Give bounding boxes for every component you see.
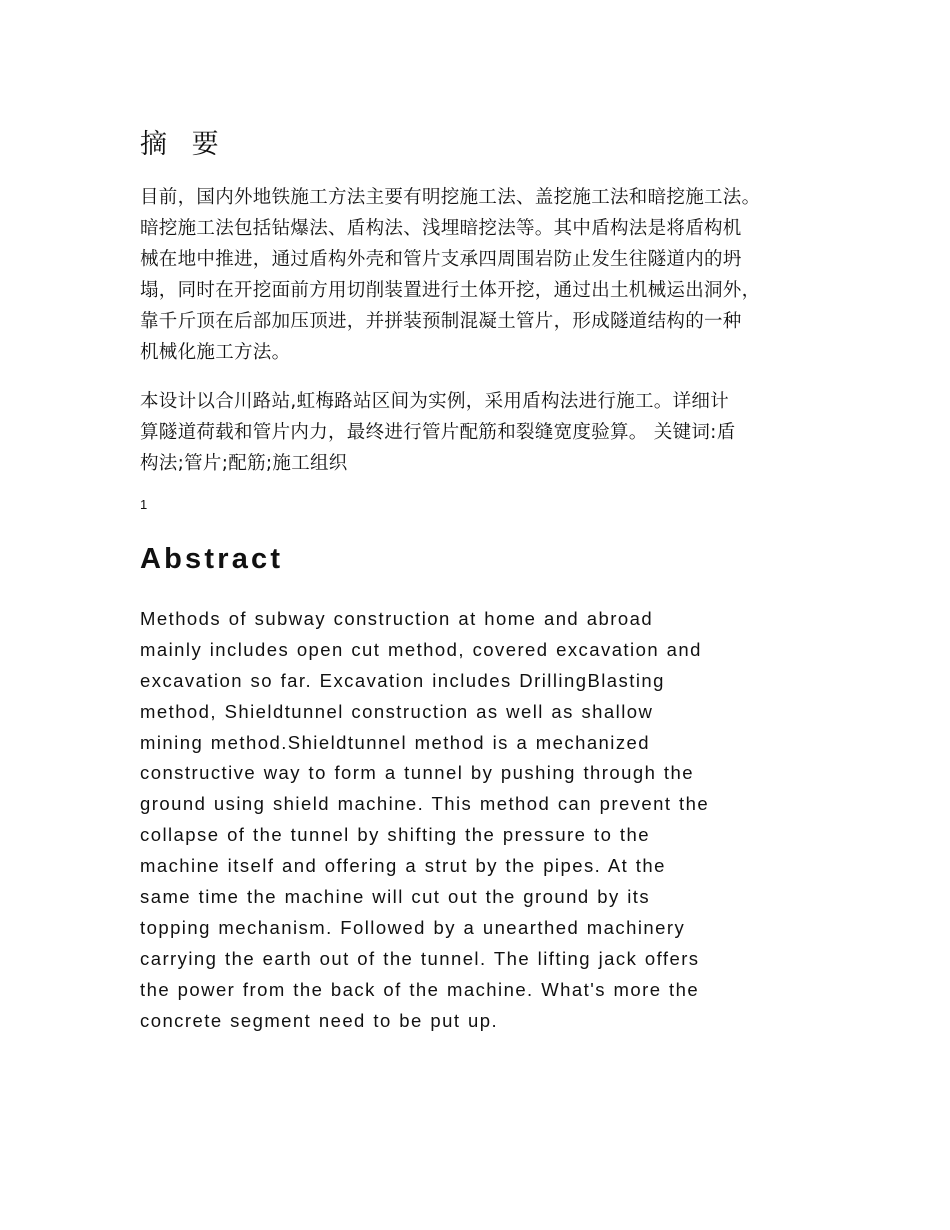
chinese-abstract-title: 摘 要 bbox=[140, 129, 227, 160]
paragraph-line: same time the machine will cut out the ground by its bbox=[140, 886, 651, 908]
paragraph-line: 构法;管片;配筋;施工组织 bbox=[140, 453, 348, 474]
paragraph-line: topping mechanism. Followed by a unearthed machinery bbox=[140, 916, 686, 938]
paragraph-line: 机械化施工方法。 bbox=[140, 342, 291, 363]
english-abstract-title: Abstract bbox=[140, 543, 284, 575]
paragraph-line: 算隧道荷载和管片内力，最终进行管片配筋和裂缝宽度验算。 关键词:盾 bbox=[140, 422, 736, 443]
paragraph-line: mining method.Shieldtunnel method is a mechanized bbox=[140, 731, 651, 753]
paragraph-line: 靠千斤顶在后部加压顶进，并拼装预制混凝土管片，形成隧道结构的一种 bbox=[140, 311, 742, 332]
paragraph-line: 目前，国内外地铁施工方法主要有明挖施工法、盖挖施工法和暗挖施工法。 bbox=[140, 187, 761, 208]
page-number: 1 bbox=[140, 497, 148, 512]
chinese-abstract-paragraph-2 bbox=[140, 386, 840, 479]
paragraph-line: ground using shield machine. This method can prevent the bbox=[140, 793, 710, 815]
english-abstract-paragraph bbox=[140, 604, 840, 1036]
paragraph-line: method, Shieldtunnel construction as well as shallow bbox=[140, 700, 654, 722]
paragraph-line: carrying the earth out of the tunnel. The lifting jack offers bbox=[140, 947, 700, 969]
paragraph-line: Methods of subway construction at home and abroad bbox=[140, 608, 654, 629]
paragraph-line: mainly includes open cut method, covered excavation and bbox=[140, 638, 702, 660]
paragraph-line: collapse of the tunnel by shifting the pressure to the bbox=[140, 824, 650, 846]
paragraph-line: 械在地中推进，通过盾构外壳和管片支承四周围岩防止发生往隧道内的坍 bbox=[140, 249, 742, 270]
paragraph-line: machine itself and offering a strut by the pipes. At the bbox=[140, 855, 666, 877]
chinese-abstract-paragraph-1 bbox=[140, 182, 840, 368]
paragraph-line: 暗挖施工法包括钻爆法、盾构法、浅埋暗挖法等。其中盾构法是将盾构机 bbox=[140, 218, 742, 239]
paragraph-line: 塌，同时在开挖面前方用切削装置进行土体开挖，通过出土机械运出洞外， bbox=[140, 280, 761, 301]
paragraph-line: excavation so far. Excavation includes DrillingBlasting bbox=[140, 669, 665, 691]
paragraph-line: 本设计以合川路站,虹梅路站区间为实例，采用盾构法进行施工。详细计 bbox=[140, 391, 729, 412]
paragraph-line: the power from the back of the machine. What's more the bbox=[140, 978, 700, 1000]
paragraph-line: concrete segment need to be put up. bbox=[140, 1009, 499, 1031]
paragraph-line: constructive way to form a tunnel by pushing through the bbox=[140, 762, 694, 784]
